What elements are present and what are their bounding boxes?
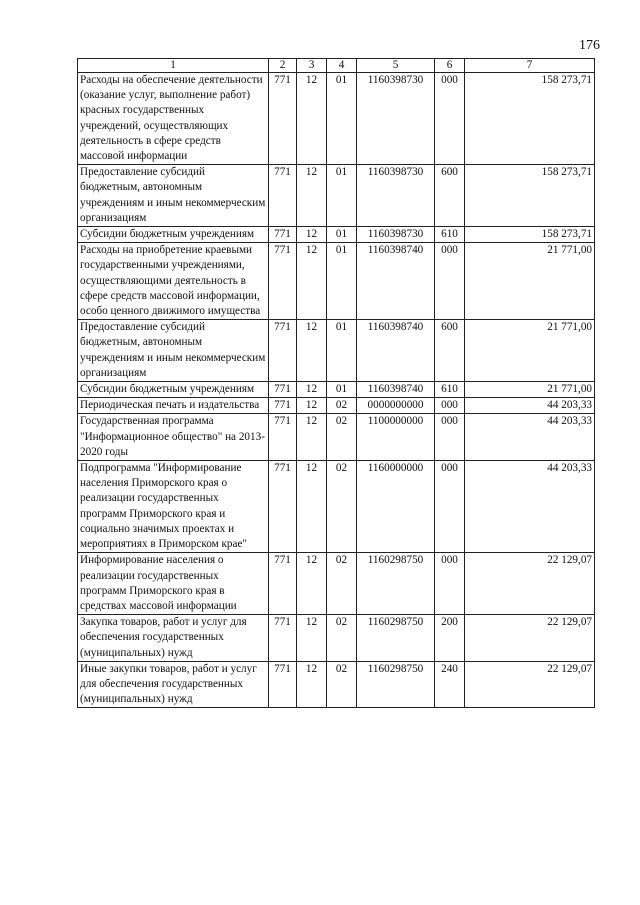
amount-cell: 22 129,07: [465, 553, 595, 615]
amount-cell: 44 203,33: [465, 398, 595, 414]
expense-type-cell: 000: [435, 73, 465, 165]
table-row: [78, 165, 595, 227]
table-row: [78, 227, 595, 243]
section-cell: 12: [297, 320, 327, 382]
subsection-cell: 02: [327, 461, 357, 553]
expense-type-cell: 240: [435, 661, 465, 708]
subsection-cell: 02: [327, 615, 357, 662]
section-cell: 12: [297, 414, 327, 461]
row-name-cell: Закупка товаров, работ и услуг для обеспечения государственных (муниципальных) нужд: [78, 615, 269, 662]
expense-type-cell: 000: [435, 461, 465, 553]
section-cell: 12: [297, 398, 327, 414]
row-name-cell: Информирование населения о реализации государственных программ Приморского края в средствах массовой информации: [78, 553, 269, 615]
expense-type-cell: 000: [435, 553, 465, 615]
amount-cell: 21 771,00: [465, 382, 595, 398]
subsection-cell: 01: [327, 243, 357, 320]
table-row: [78, 243, 595, 320]
subsection-cell: 01: [327, 73, 357, 165]
section-cell: 12: [297, 382, 327, 398]
expense-type-cell: 000: [435, 414, 465, 461]
row-name-cell: Предоставление субсидий бюджетным, автономным учреждениям и иным некоммерческим организациям: [78, 165, 269, 227]
section-cell: 12: [297, 73, 327, 165]
row-name-cell: Расходы на обеспечение деятельности (оказание услуг, выполнение работ) красных государственных учреждений, осуществляющих деятельность в сфере средств массовой информации: [78, 73, 269, 165]
section-cell: 12: [297, 165, 327, 227]
expense-type-cell: 600: [435, 320, 465, 382]
budget-table: [77, 58, 595, 708]
row-name-cell: Периодическая печать и издательства: [78, 398, 269, 414]
admin-code-cell: 771: [269, 243, 297, 320]
subsection-cell: 02: [327, 414, 357, 461]
subsection-cell: 01: [327, 165, 357, 227]
target-article-cell: 1160298750: [357, 661, 435, 708]
expense-type-cell: 600: [435, 165, 465, 227]
target-article-cell: 1160398730: [357, 73, 435, 165]
row-name-cell: Субсидии бюджетным учреждениям: [78, 227, 269, 243]
column-header: 2: [269, 59, 297, 73]
target-article-cell: 1160298750: [357, 615, 435, 662]
amount-cell: 22 129,07: [465, 661, 595, 708]
column-header: 7: [465, 59, 595, 73]
amount-cell: 21 771,00: [465, 320, 595, 382]
amount-cell: 44 203,33: [465, 461, 595, 553]
target-article-cell: 1160398730: [357, 227, 435, 243]
admin-code-cell: 771: [269, 461, 297, 553]
admin-code-cell: 771: [269, 414, 297, 461]
table-row: [78, 615, 595, 662]
subsection-cell: 01: [327, 382, 357, 398]
expense-type-cell: 000: [435, 398, 465, 414]
amount-cell: 158 273,71: [465, 165, 595, 227]
section-cell: 12: [297, 615, 327, 662]
section-cell: 12: [297, 227, 327, 243]
target-article-cell: 1160398730: [357, 165, 435, 227]
row-name-cell: Субсидии бюджетным учреждениям: [78, 382, 269, 398]
admin-code-cell: 771: [269, 165, 297, 227]
row-name-cell: Подпрограмма "Информирование населения Приморского края о реализации государственных программ Приморского края и социально значимых проектах и мероприятиях в Приморском крае": [78, 461, 269, 553]
row-name-cell: Иные закупки товаров, работ и услуг для обеспечения государственных (муниципальных) нужд: [78, 661, 269, 708]
column-header: 1: [78, 59, 269, 73]
target-article-cell: 0000000000: [357, 398, 435, 414]
admin-code-cell: 771: [269, 398, 297, 414]
expense-type-cell: 610: [435, 382, 465, 398]
target-article-cell: 1160398740: [357, 243, 435, 320]
admin-code-cell: 771: [269, 661, 297, 708]
column-header: 4: [327, 59, 357, 73]
amount-cell: 44 203,33: [465, 414, 595, 461]
column-header: 6: [435, 59, 465, 73]
target-article-cell: 1100000000: [357, 414, 435, 461]
admin-code-cell: 771: [269, 382, 297, 398]
subsection-cell: 01: [327, 227, 357, 243]
row-name-cell: Расходы на приобретение краевыми государственными учреждениями, осуществляющими деятельность в сфере средств массовой информации, особо ценного движимого имущества: [78, 243, 269, 320]
amount-cell: 21 771,00: [465, 243, 595, 320]
admin-code-cell: 771: [269, 227, 297, 243]
amount-cell: 22 129,07: [465, 615, 595, 662]
table-body: [78, 73, 595, 708]
subsection-cell: 02: [327, 553, 357, 615]
table-row: [78, 461, 595, 553]
table-row: [78, 320, 595, 382]
subsection-cell: 02: [327, 398, 357, 414]
subsection-cell: 01: [327, 320, 357, 382]
expense-type-cell: 610: [435, 227, 465, 243]
page-number: 176: [579, 38, 600, 53]
table-row: [78, 661, 595, 708]
table-header-row: [78, 59, 595, 73]
amount-cell: 158 273,71: [465, 73, 595, 165]
table-row: [78, 398, 595, 414]
column-header: 5: [357, 59, 435, 73]
section-cell: 12: [297, 243, 327, 320]
admin-code-cell: 771: [269, 320, 297, 382]
section-cell: 12: [297, 661, 327, 708]
row-name-cell: Государственная программа "Информационное общество" на 2013-2020 годы: [78, 414, 269, 461]
section-cell: 12: [297, 461, 327, 553]
target-article-cell: 1160398740: [357, 382, 435, 398]
row-name-cell: Предоставление субсидий бюджетным, автономным учреждениям и иным некоммерческим организациям: [78, 320, 269, 382]
target-article-cell: 1160398740: [357, 320, 435, 382]
target-article-cell: 1160298750: [357, 553, 435, 615]
admin-code-cell: 771: [269, 553, 297, 615]
target-article-cell: 1160000000: [357, 461, 435, 553]
expense-type-cell: 000: [435, 243, 465, 320]
expense-type-cell: 200: [435, 615, 465, 662]
amount-cell: 158 273,71: [465, 227, 595, 243]
table-row: [78, 73, 595, 165]
column-header: 3: [297, 59, 327, 73]
section-cell: 12: [297, 553, 327, 615]
admin-code-cell: 771: [269, 615, 297, 662]
admin-code-cell: 771: [269, 73, 297, 165]
table-row: [78, 414, 595, 461]
subsection-cell: 02: [327, 661, 357, 708]
table-row: [78, 382, 595, 398]
table-row: [78, 553, 595, 615]
